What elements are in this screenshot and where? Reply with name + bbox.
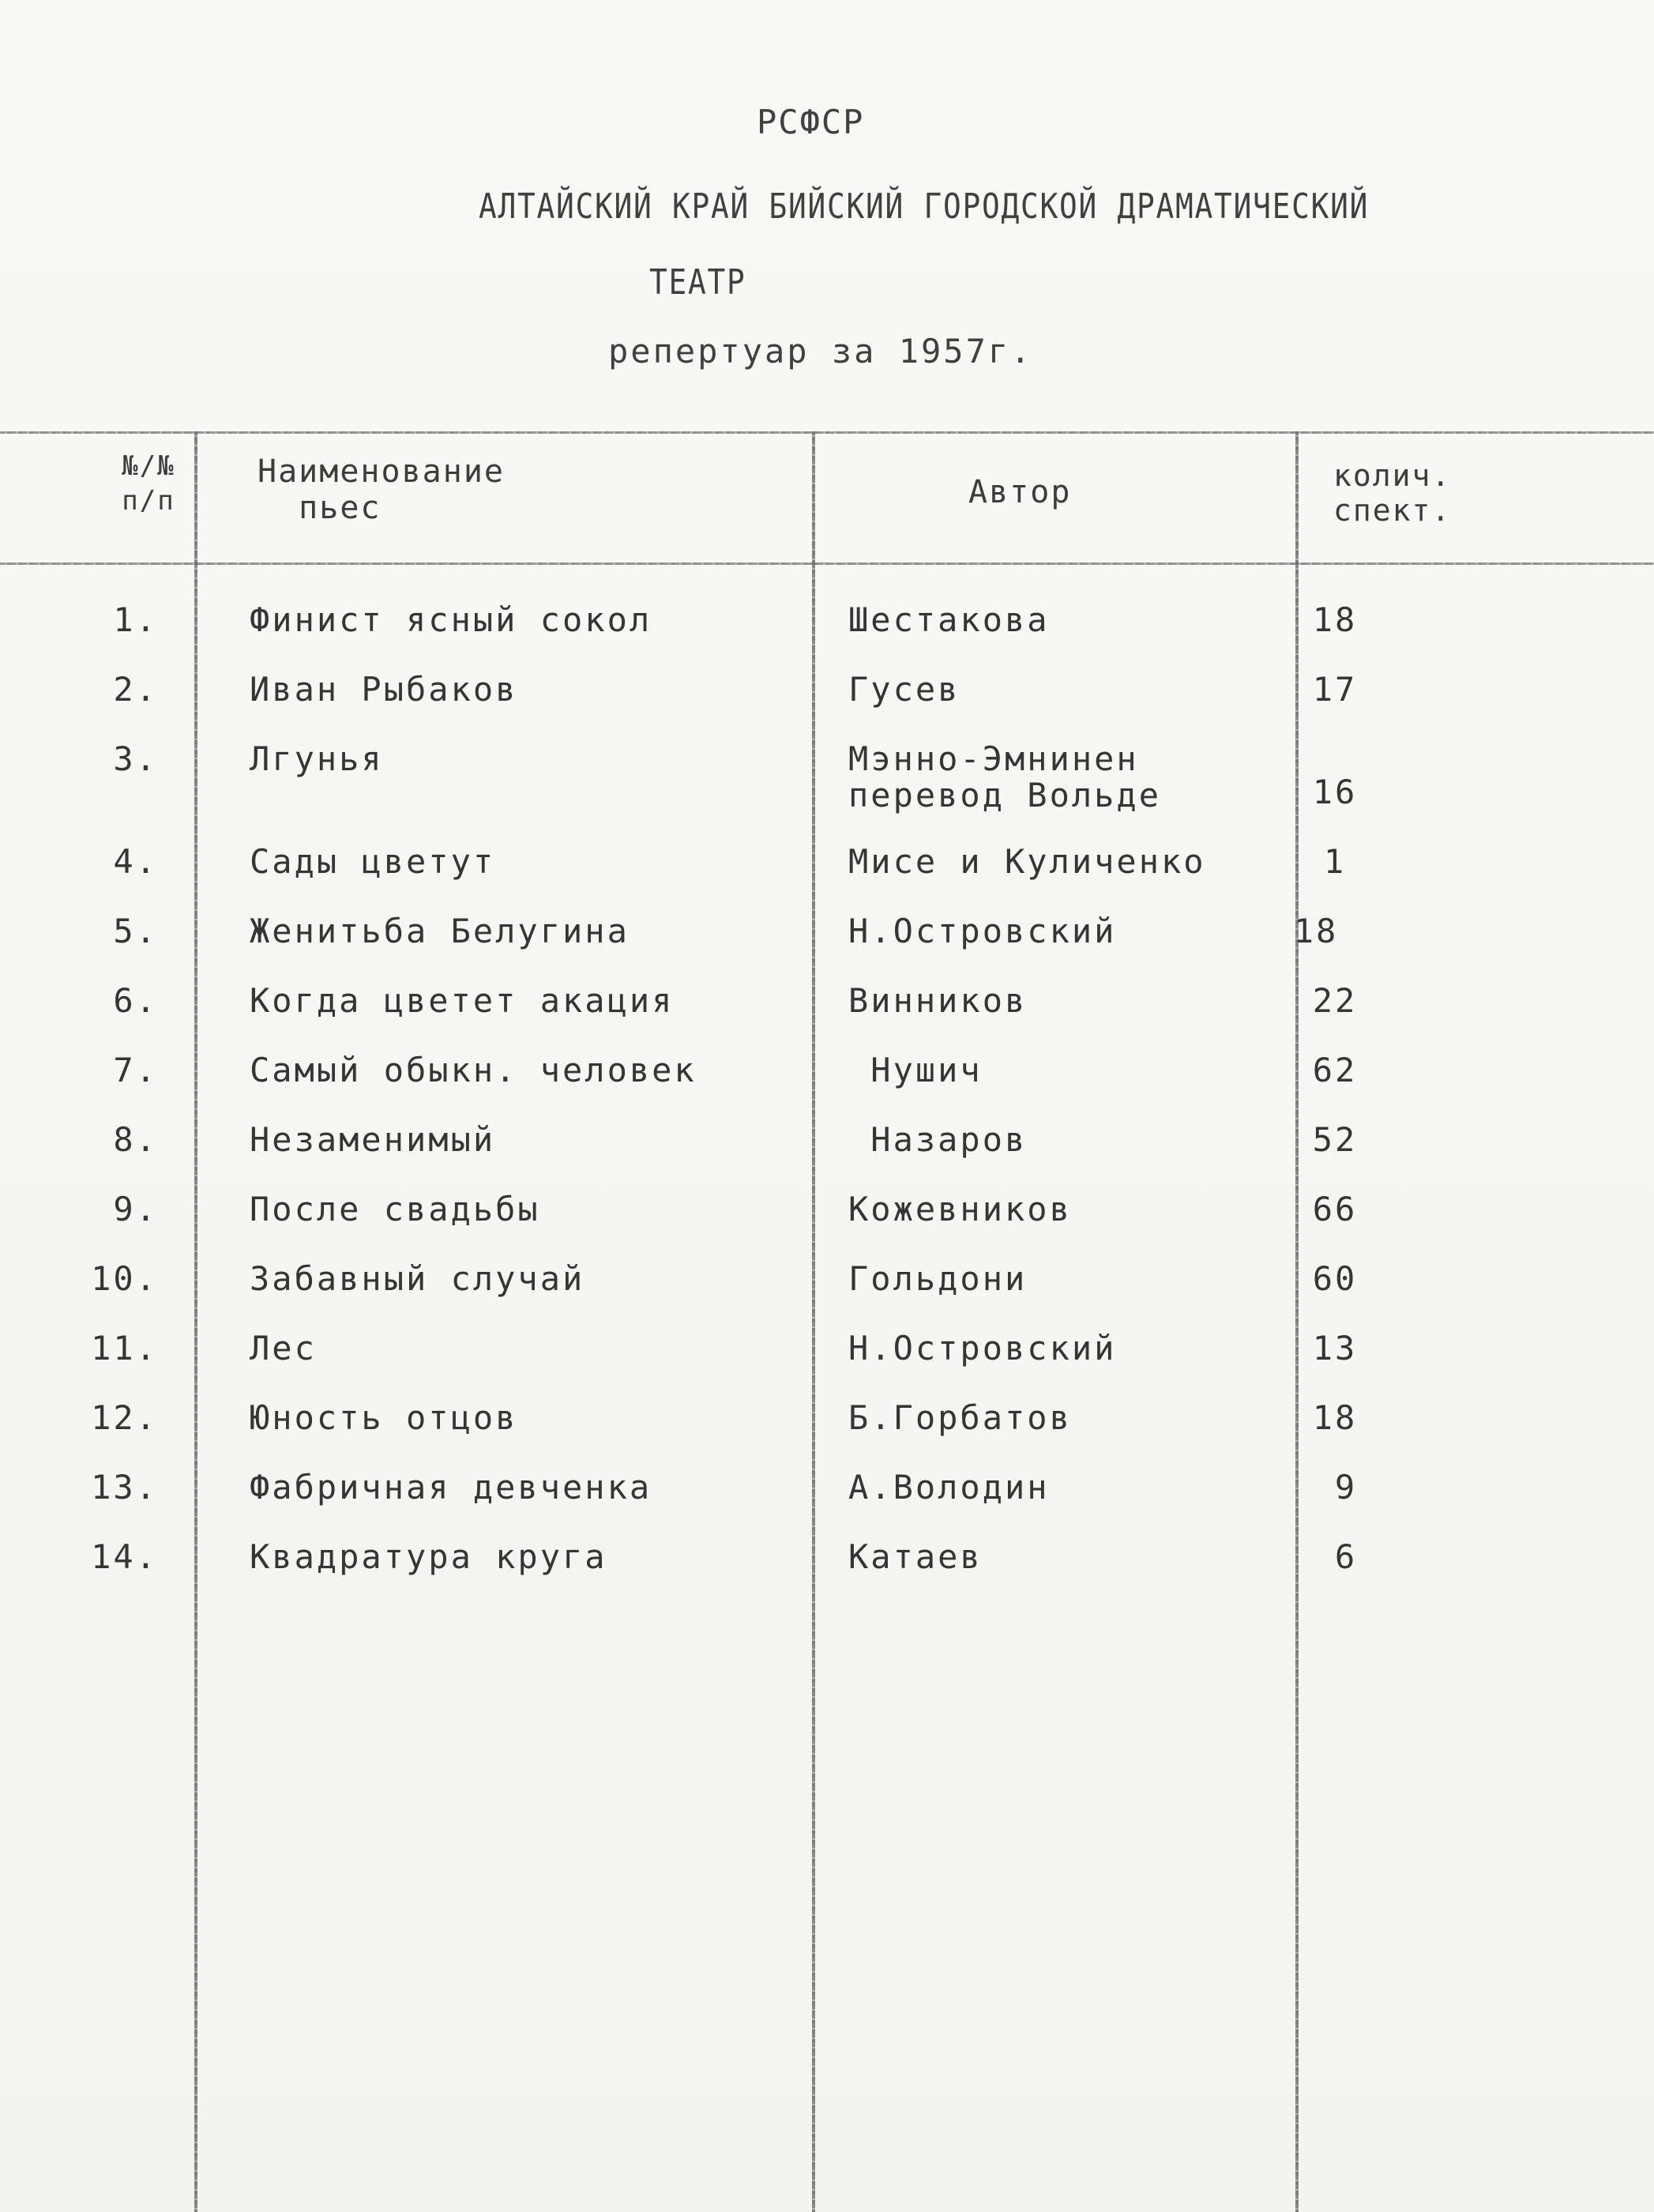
row-author: Винников	[848, 981, 1028, 1020]
row-number: 4.	[113, 842, 158, 881]
row-title: Женитьба Белугина	[250, 912, 630, 950]
row-count: 60	[1312, 1259, 1358, 1298]
row-author: Шестакова	[848, 600, 1050, 639]
row-author: Кожевников	[848, 1190, 1072, 1228]
header-subtitle: репертуар за 1957г.	[608, 332, 1033, 371]
row-count: 17	[1312, 670, 1358, 709]
row-number: 7.	[113, 1051, 158, 1089]
row-number: 13.	[91, 1468, 158, 1507]
header-country: РСФСР	[757, 103, 865, 141]
row-title: Сады цветут	[250, 842, 496, 881]
row-count: 18	[1293, 912, 1339, 950]
header-region: АЛТАЙСКИЙ КРАЙ БИЙСКИЙ ГОРОДСКОЙ ДРАМАТИЧЕСКИЙ	[479, 186, 1370, 227]
row-count: 18	[1312, 1398, 1358, 1437]
row-title: Забавный случай	[250, 1259, 585, 1298]
row-author: Мисе и Куличенко	[848, 842, 1206, 881]
row-title: Юность отцов	[250, 1398, 518, 1437]
column-header-title: Наименование пьес	[257, 453, 505, 526]
row-count: 13	[1312, 1329, 1358, 1367]
row-number: 11.	[91, 1329, 158, 1367]
row-count: 9	[1334, 1468, 1358, 1507]
row-title: Лгунья	[250, 739, 384, 778]
row-title: Фабричная девченка	[250, 1468, 652, 1507]
row-author: Гольдони	[848, 1259, 1028, 1298]
row-title: Финист ясный сокол	[250, 600, 652, 639]
row-title: Когда цветет акация	[250, 981, 675, 1020]
row-author: Н.Островский	[848, 1329, 1117, 1367]
row-count: 52	[1312, 1120, 1358, 1159]
row-count: 6	[1334, 1537, 1358, 1576]
column-header-number: №/№ п/п	[122, 450, 175, 517]
table-column-divider-2	[812, 431, 815, 2212]
row-author: Мэнно-Эмнинен перевод Вольде	[848, 739, 1162, 814]
row-author: А.Володин	[848, 1468, 1050, 1507]
row-author: Назаров	[848, 1120, 1028, 1159]
row-number: 9.	[113, 1190, 158, 1228]
row-author: Катаев	[848, 1537, 983, 1576]
row-number: 12.	[91, 1398, 158, 1437]
row-count: 62	[1312, 1051, 1358, 1089]
row-count: 22	[1312, 981, 1358, 1020]
row-number: 10.	[91, 1259, 158, 1298]
row-title: Иван Рыбаков	[250, 670, 518, 709]
row-number: 14.	[91, 1537, 158, 1576]
row-count: 16	[1312, 773, 1358, 811]
row-number: 6.	[113, 981, 158, 1020]
row-title: После свадьбы	[250, 1190, 540, 1228]
row-count: 1	[1323, 842, 1347, 881]
table-header-rule	[0, 562, 1654, 565]
row-count: 66	[1312, 1190, 1358, 1228]
row-title: Лес	[250, 1329, 317, 1367]
row-title: Незаменимый	[250, 1120, 496, 1159]
row-number: 5.	[113, 912, 158, 950]
table-column-divider-1	[194, 431, 197, 2212]
header-theatre: ТЕАТР	[649, 262, 746, 303]
row-author: Н.Островский	[848, 912, 1117, 950]
table-top-rule	[0, 431, 1654, 434]
row-author: Нушич	[848, 1051, 983, 1089]
row-title: Квадратура круга	[250, 1537, 607, 1576]
row-number: 3.	[113, 739, 158, 778]
row-count: 18	[1312, 600, 1358, 639]
row-author: Б.Горбатов	[848, 1398, 1072, 1437]
row-number: 2.	[113, 670, 158, 709]
column-header-count: колич. спект.	[1333, 458, 1452, 528]
row-number: 1.	[113, 600, 158, 639]
row-author: Гусев	[848, 670, 960, 709]
row-number: 8.	[113, 1120, 158, 1159]
row-title: Самый обыкн. человек	[250, 1051, 697, 1089]
column-header-author: Автор	[968, 474, 1072, 510]
